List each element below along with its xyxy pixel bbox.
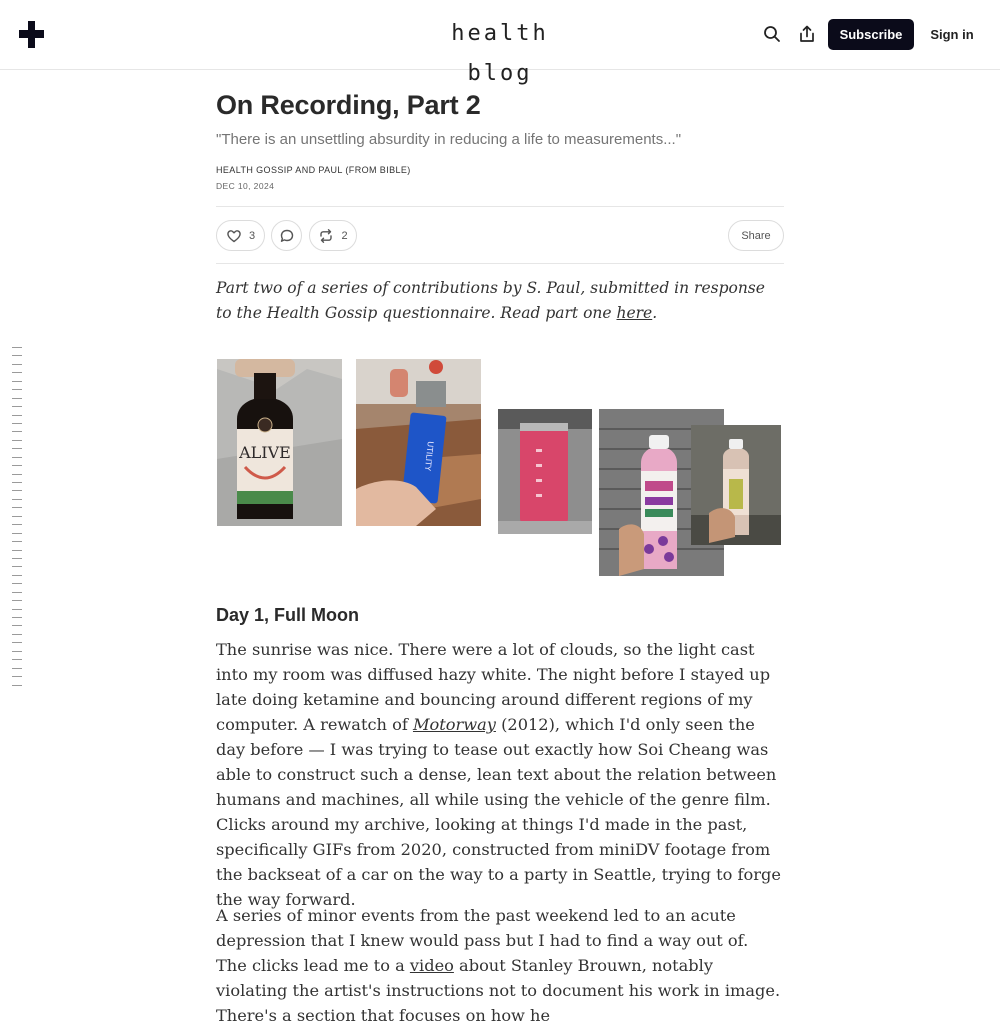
site-brand[interactable]: health blog <box>451 21 549 86</box>
share-button[interactable] <box>728 220 784 251</box>
comment-button[interactable] <box>271 220 302 251</box>
divider <box>216 263 784 264</box>
health-cross-logo[interactable] <box>19 21 44 48</box>
post-date: DEC 10, 2024 <box>216 181 275 191</box>
body-paragraph-1 <box>216 637 784 912</box>
subscribe-button[interactable]: Subscribe <box>828 19 914 50</box>
photo-tea-bottle[interactable] <box>691 425 781 545</box>
bottle-image <box>217 359 342 526</box>
photo-pink-can[interactable] <box>498 409 592 534</box>
p1-text-b: (2012), which I'd only seen the day before — I was trying to tease out exactly how Soi Cheang was able to construct such a dense, lean text about the relation between humans and machines, all while using the vehicle of the genre film. Clicks around my archive, looking at things I'd made in the past, specifically GIFs from 2020, constructed from miniDV footage from the backseat of a car on the way to a party in Seattle, trying to forge the way forward. <box>216 715 781 909</box>
section-heading: Day 1, Full Moon <box>216 605 360 625</box>
p1-text-a: The sunrise was nice. There were a lot of clouds, so the light cast into my room was diffused hazy white. The night before I stayed up late doing ketamine and bouncing around different regions of my computer. A rewatch of <box>216 640 771 734</box>
part-one-link[interactable]: here <box>616 304 653 322</box>
divider <box>216 206 784 207</box>
intro-end: . <box>652 304 658 322</box>
sign-in-button[interactable]: Sign in <box>930 27 974 42</box>
intro-paragraph <box>216 276 784 326</box>
body-paragraph-2 <box>216 903 784 1028</box>
share-label: Share <box>741 229 771 242</box>
restack-button[interactable] <box>309 220 357 251</box>
can-image <box>356 359 481 526</box>
restack-count: 2 <box>341 229 348 242</box>
intro-text: Part two of a series of contributions by S. Paul, submitted in response to the Health Gossip questionnaire. Read part one <box>216 279 765 322</box>
motorway-link[interactable]: Motorway <box>412 715 496 734</box>
tea-bottle-image <box>691 425 781 545</box>
photo-alive-bottle[interactable] <box>217 359 342 526</box>
post-subtitle: "There is an unsettling absurdity in reducing a life to measurements..." <box>216 131 682 148</box>
p2-text-b: about Stanley Brouwn, notably violating the artist's instructions not to document his work in image. There's a section that focuses on how he <box>216 956 781 1025</box>
post-title: On Recording, Part 2 <box>216 90 481 120</box>
pink-can-image <box>498 409 592 534</box>
table-of-contents-ticks[interactable] <box>12 347 24 693</box>
comment-icon <box>279 228 295 244</box>
p2-text-a: A series of minor events from the past weekend led to an acute depression that I knew would pass but I had to find a way out of. The clicks lead me to a <box>216 906 749 975</box>
heart-icon <box>226 228 242 244</box>
alive-label: ALIVE <box>239 443 291 462</box>
photo-blue-can[interactable] <box>356 359 481 526</box>
share-icon[interactable] <box>797 24 817 44</box>
utility-label: UTILITY <box>422 440 435 472</box>
post-byline[interactable]: HEALTH GOSSIP AND PAUL (FROM BIBLE) <box>216 165 411 175</box>
search-icon[interactable] <box>762 24 782 44</box>
video-link[interactable]: video <box>409 956 454 975</box>
like-count: 3 <box>248 229 256 242</box>
like-button[interactable] <box>216 220 265 251</box>
site-header <box>0 0 1000 86</box>
restack-icon <box>318 228 334 244</box>
